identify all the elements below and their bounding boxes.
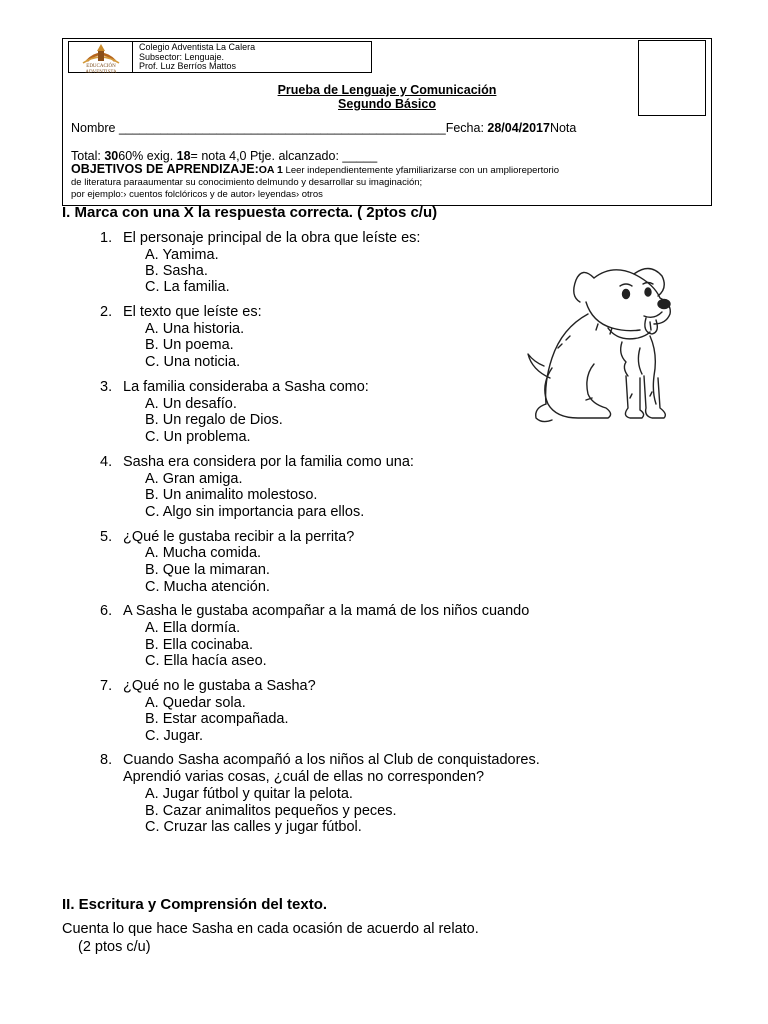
- question-number: 8.: [100, 752, 113, 768]
- name-line: [71, 121, 576, 135]
- question-text: ¿Qué le gustaba recibir a la perrita?: [123, 529, 355, 545]
- q2-option-c[interactable]: C. Una noticia.: [145, 354, 241, 370]
- q5-option-a[interactable]: A. Mucha comida.: [145, 545, 262, 561]
- test-subtitle: Segundo Básico: [338, 97, 436, 111]
- objectives-line: [71, 162, 559, 176]
- teacher-name: Prof. Luz Berríos Mattos: [139, 61, 237, 71]
- question-number: 1.: [100, 230, 113, 246]
- adventist-logo-icon: [77, 43, 125, 65]
- logo-text-2: ADVENTISTA: [85, 70, 117, 75]
- q8-option-c[interactable]: C. Cruzar las calles y jugar fútbol.: [145, 819, 362, 835]
- question-number: 2.: [100, 304, 113, 320]
- q4-option-b[interactable]: B. Un animalito molestoso.: [145, 487, 318, 503]
- q6-option-c[interactable]: C. Ella hacía aseo.: [145, 653, 267, 669]
- date-label: Fecha:: [445, 121, 488, 135]
- question-number: 6.: [100, 603, 113, 619]
- name-label: Nombre: [71, 121, 116, 135]
- objectives-line-2: de literatura paraaumentar su conocimiento delmundo y desarrollar su imaginación;: [71, 177, 423, 188]
- section-2-instruction: Cuenta lo que hace Sasha en cada ocasión de acuerdo al relato.: [62, 921, 479, 937]
- q2-option-a[interactable]: A. Una historia.: [145, 321, 245, 337]
- score-line: [71, 149, 377, 163]
- logo-text-1: EDUCACIÓN: [86, 64, 116, 69]
- total-label: Total:: [71, 149, 105, 163]
- question-number: 3.: [100, 379, 113, 395]
- question-text: Sasha era considera por la familia como una:: [123, 454, 414, 470]
- exig-text: 60% exig.: [118, 149, 177, 163]
- q7-option-b[interactable]: B. Estar acompañada.: [145, 711, 289, 727]
- date-value: 28/04/2017: [487, 121, 550, 135]
- question-text: La familia consideraba a Sasha como:: [123, 379, 369, 395]
- q4-option-a[interactable]: A. Gran amiga.: [145, 471, 243, 487]
- q1-option-c[interactable]: C. La familia.: [145, 279, 230, 295]
- section-2-title: II. Escritura y Comprensión del texto.: [62, 896, 328, 913]
- school-info-box: [68, 41, 372, 73]
- question-number: 7.: [100, 678, 113, 694]
- objectives-code: OA 1: [258, 164, 283, 176]
- q3-option-a[interactable]: A. Un desafío.: [145, 396, 237, 412]
- objectives-line-1: Leer independientemente yfamiliarizarse con un ampliorepertorio: [282, 165, 560, 176]
- objectives-line-3: por ejemplo:› cuentos folclóricos y de autor› leyendas› otros: [71, 189, 323, 200]
- question-number: 4.: [100, 454, 113, 470]
- question-text: ¿Qué no le gustaba a Sasha?: [123, 678, 316, 694]
- name-field[interactable]: _______________________________________________: [118, 121, 446, 135]
- objectives-label: OBJETIVOS DE APRENDIZAJE:: [71, 162, 259, 176]
- test-title: Prueba de Lenguaje y Comunicación: [277, 83, 497, 97]
- section-1-title: I. Marca con una X la respuesta correcta. ( 2ptos c/u): [62, 204, 438, 221]
- school-logo: [69, 42, 133, 75]
- grade-label: Nota: [549, 121, 577, 135]
- total-value: 30: [104, 149, 119, 163]
- q3-option-c[interactable]: C. Un problema.: [145, 429, 251, 445]
- q8-option-a[interactable]: A. Jugar fútbol y quitar la pelota.: [145, 786, 353, 802]
- question-text: El personaje principal de la obra que leíste es:: [123, 230, 421, 246]
- q1-option-b[interactable]: B. Sasha.: [145, 263, 208, 279]
- q8-option-b[interactable]: B. Cazar animalitos pequeños y peces.: [145, 803, 397, 819]
- question-number: 5.: [100, 529, 113, 545]
- subject-name: Subsector: Lenguaje.: [139, 51, 225, 62]
- nota-value: 18: [176, 149, 191, 163]
- nota-text[interactable]: = nota 4,0 Ptje. alcanzado: _____: [190, 149, 378, 163]
- q3-option-b[interactable]: B. Un regalo de Dios.: [145, 412, 283, 428]
- q2-option-b[interactable]: B. Un poema.: [145, 337, 234, 353]
- question-8-text-line-2: Aprendió varias cosas, ¿cuál de ellas no corresponden?: [123, 769, 485, 785]
- question-text: A Sasha le gustaba acompañar a la mamá de los niños cuando: [123, 603, 530, 619]
- q4-option-c[interactable]: C. Algo sin importancia para ellos.: [145, 504, 365, 520]
- school-name: Colegio Adventista La Calera: [139, 42, 256, 52]
- dog-illustration: [522, 258, 688, 430]
- question-text: Cuando Sasha acompañó a los niños al Club de conquistadores.: [123, 752, 540, 768]
- q7-option-a[interactable]: A. Quedar sola.: [145, 695, 246, 711]
- question-text: El texto que leíste es:: [123, 304, 262, 320]
- q5-option-c[interactable]: C. Mucha atención.: [145, 579, 270, 595]
- q5-option-b[interactable]: B. Que la mimaran.: [145, 562, 270, 578]
- q6-option-a[interactable]: A. Ella dormía.: [145, 620, 241, 636]
- q1-option-a[interactable]: A. Yamima.: [145, 247, 219, 263]
- q6-option-b[interactable]: B. Ella cocinaba.: [145, 637, 254, 653]
- section-2-points: (2 ptos c/u): [78, 939, 151, 955]
- q7-option-c[interactable]: C. Jugar.: [145, 728, 204, 744]
